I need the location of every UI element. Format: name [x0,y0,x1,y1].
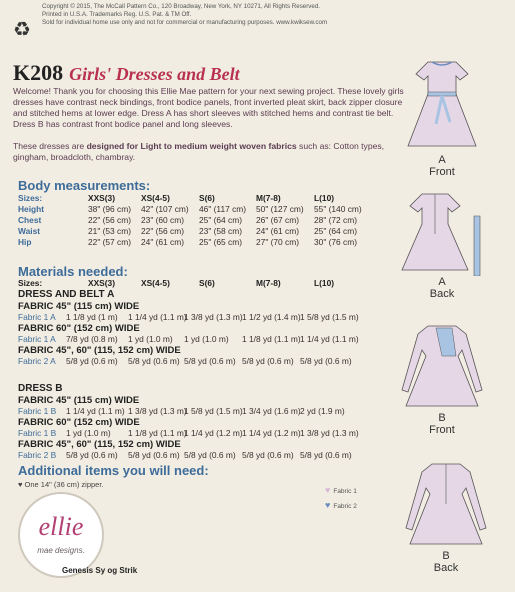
cell: 1 1/2 yd (1.4 m) [242,312,301,322]
cell: 1 1/8 yd (1.1 m) [242,334,301,344]
size-col: XS(4-5) [141,193,170,203]
cell: 5/8 yd (0.6 m) [184,450,236,460]
size-col: L(10) [314,278,335,288]
fabrics-note-suffix: such as: Cotton types, gingham, broadcloth, chambray. [13,141,385,162]
dress-b-back-drawing [396,460,496,550]
cell: 46" (117 cm) [199,204,247,214]
figure-dress-b-back [396,460,496,574]
figure-view: Back [429,288,455,300]
size-col: S(6) [199,193,215,203]
cell: 38" (96 cm) [88,204,131,214]
figure-dress-b-front [392,320,492,436]
dress-a-front-drawing [398,54,486,154]
heart-icon: ♥ [325,485,331,495]
figure-letter: B [438,412,446,424]
cell: 26" (67 cm) [256,215,299,225]
sizes-label: Sizes: [18,193,43,203]
copyright-line-3: Sold for individual home use only and not for commercial or manufacturing purposes. www.kwiksew.com [42,19,328,26]
cell: 22" (56 cm) [141,226,184,236]
cell: 25" (64 cm) [314,226,357,236]
cell: 5/8 yd (0.6 m) [300,356,352,366]
materials-heading: Materials needed: [18,264,128,279]
legend-fabric-1 [325,485,357,495]
page-title [13,60,240,86]
cell: 24" (61 cm) [141,237,184,247]
size-col: S(6) [199,278,215,288]
figure-letter: A [438,276,446,288]
cell: 1 5/8 yd (1.5 m) [300,312,359,322]
cell: 1 yd (1.0 m) [184,334,229,344]
cell: 1 3/8 yd (1.3 m) [184,312,243,322]
fabric-width-title: FABRIC 60" (152 cm) WIDE [18,323,140,334]
figure-view: Front [429,166,455,178]
cell: 1 5/8 yd (1.5 m) [184,406,243,416]
logo-tag: mae designs. [37,546,85,555]
cell: 28" (72 cm) [314,215,357,225]
dress-a-back-drawing [398,186,486,276]
figure-dress-a-back [398,186,486,300]
dress-b-title: DRESS B [18,383,63,394]
size-col: M(7-8) [256,193,281,203]
row-label: Chest [18,215,42,225]
cell: 1 yd (1.0 m) [128,334,173,344]
cell: 30" (76 cm) [314,237,357,247]
cell: 5/8 yd (0.6 m) [128,450,180,460]
additional-items-heading: Additional items you will need: [18,463,209,478]
row-label: Waist [18,226,41,236]
size-col: M(7-8) [256,278,281,288]
size-col: XS(4-5) [141,278,170,288]
cell: 5/8 yd (0.6 m) [128,356,180,366]
cell: 23" (60 cm) [141,215,184,225]
dress-a-g1-title-row [18,301,488,312]
size-col: L(10) [314,193,335,203]
legend-fabric-2 [325,500,357,510]
cell: 25" (64 cm) [199,215,242,225]
fabric-width-title: FABRIC 60" (152 cm) WIDE [18,417,140,428]
cell: 42" (107 cm) [141,204,189,214]
cell: 1 1/4 yd (1.2 m) [242,428,301,438]
cell: 24" (61 cm) [256,226,299,236]
fabric-label: Fabric 1 B [18,428,57,438]
cell: 2 yd (1.9 m) [300,406,345,416]
fabric-width-title: FABRIC 45", 60" (115, 152 cm) WIDE [18,345,181,356]
cell: 1 3/8 yd (1.3 m) [300,428,359,438]
figure-letter: B [442,550,450,562]
cell: 1 3/4 yd (1.6 m) [242,406,301,416]
heart-icon: ♥ [325,500,331,510]
cell: 1 1/4 yd (1.1 m) [300,334,359,344]
logo-name: ellie [38,512,84,541]
body-measurements-heading: Body measurements: [18,178,151,193]
cell: 5/8 yd (0.6 m) [300,450,352,460]
cell: 21" (53 cm) [88,226,131,236]
fabric-width-title: FABRIC 45" (115 cm) WIDE [18,395,140,406]
pattern-code: K208 [13,60,64,85]
intro-text: Welcome! Thank you for choosing this Ellie Mae pattern for your next sewing project. These lovely girls dresses have contrast neck bindings, front bodice panels, front inverted pleat skirt, back zipper closure and stitched hems at lower edge. Dress A has short sleeves with stitched hems and contrast tie belt. Dress B has contrast front bodice panel and long sleeves. [13,86,404,129]
pattern-title: Girls' Dresses and Belt [69,64,240,84]
cell: 7/8 yd (0.8 m) [66,334,118,344]
fabric-label: Fabric 1 A [18,334,56,344]
additional-item: ♥ One 14" (36 cm) zipper. [18,480,104,489]
cell: 5/8 yd (0.6 m) [242,450,294,460]
fabric-label: Fabric 2 A [18,356,56,366]
size-col: XXS(3) [88,193,115,203]
cell: 23" (58 cm) [199,226,242,236]
cell: 5/8 yd (0.6 m) [66,450,118,460]
fabric-width-title: FABRIC 45", 60" (115, 152 cm) WIDE [18,439,181,450]
row-label: Height [18,204,45,214]
copyright-notice [42,3,327,27]
cell: 25" (65 cm) [199,237,242,247]
cell: 1 1/8 yd (1 m) [66,312,118,322]
figure-view: Back [433,562,459,574]
cell: 1 1/4 yd (1.1 m) [66,406,125,416]
cell: 5/8 yd (0.6 m) [242,356,294,366]
dress-b-front-drawing [392,320,492,412]
fabric-label: Fabric 2 B [18,450,57,460]
cell: 5/8 yd (0.6 m) [184,356,236,366]
figure-dress-a-front [398,54,486,178]
zipper-item: One 14" (36 cm) zipper. [24,480,104,489]
cell: 55" (140 cm) [314,204,362,214]
cell: 50" (127 cm) [256,204,304,214]
cell: 27" (70 cm) [256,237,299,247]
fabrics-note-prefix: These dresses are [13,141,87,151]
cell: 22" (56 cm) [88,215,131,225]
row-label: Hip [18,237,32,247]
cell: 1 yd (1.0 m) [66,428,111,438]
figure-letter: A [438,154,446,166]
fabric-label: Fabric 1 A [18,312,56,322]
sizes-label: Sizes: [18,278,43,288]
size-col: XXS(3) [88,278,115,288]
fabrics-note-bold: designed for Light to medium weight woven fabrics [86,141,297,151]
copyright-line-2: Printed in U.S.A. Trademarks Reg. U.S. Pat. & TM Off. [42,11,192,18]
cell: 22" (57 cm) [88,237,131,247]
watermark: Genesis Sy og Strik [62,566,138,575]
dress-a-title: DRESS AND BELT A [18,289,115,300]
legend-label: Fabric 1 [333,488,357,495]
dress-b-g3-title-row [18,439,488,450]
cell: 1 1/8 yd (1.1 m) [128,428,187,438]
cell: 1 1/4 yd (1.1 m) [128,312,187,322]
recycle-icon: ♻ [13,19,31,41]
figure-view: Front [429,424,455,436]
fabric-width-title: FABRIC 45" (115 cm) WIDE [18,301,140,312]
fabric-label: Fabric 1 B [18,406,57,416]
fabrics-note [13,141,393,163]
cell: 1 3/8 yd (1.3 m) [128,406,187,416]
cell: 5/8 yd (0.6 m) [66,356,118,366]
legend-label: Fabric 2 [333,503,357,510]
cell: 1 1/4 yd (1.2 m) [184,428,243,438]
copyright-line-1: Copyright © 2015, The McCall Pattern Co., 120 Broadway, New York, NY 10271, All Rights Reserved. [42,3,320,10]
